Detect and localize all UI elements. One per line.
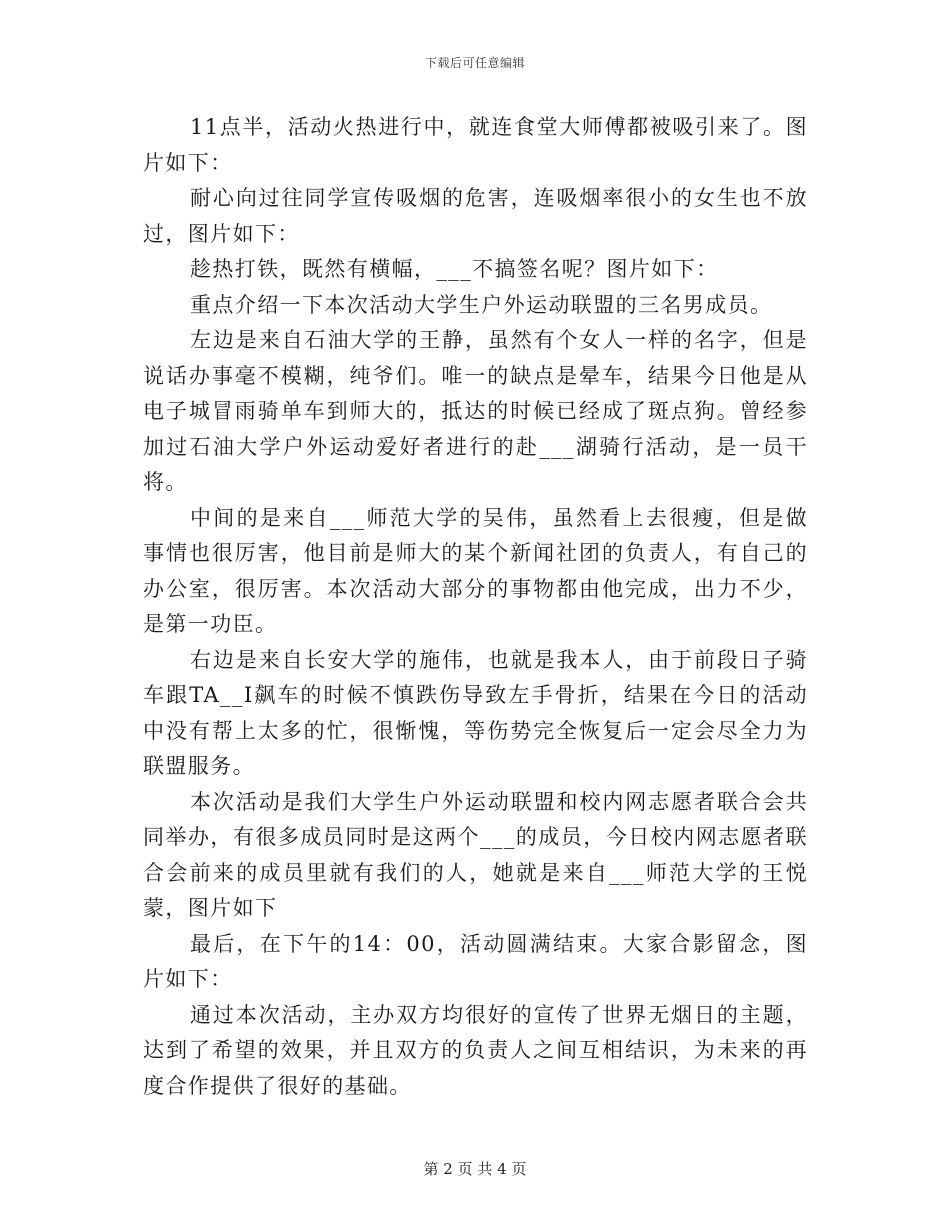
paragraph-7: 右边是来自长安大学的施伟，也就是我本人，由于前段日子骑车跟TA__I飙车的时候不慎跌伤导致左手骨折，结果在今日的活动中没有帮上太多的忙，很惭愧，等伤势完全恢复后一定会尽全力为联盟服务。 (143, 647, 808, 778)
document-body (143, 110, 808, 1104)
page-number: 第 2 页 共 4 页 (423, 1160, 527, 1178)
paragraph-5: 左边是来自石油大学的王静，虽然有个女人一样的名字，但是说话办事毫不模糊，纯爷们。唯一的缺点是晕车，结果今日他是从电子城冒雨骑单车到师大的，抵达的时候已经成了斑点狗。曾经参加过石油大学户外运动爱好者进行的赴___湖骑行活动，是一员干将。 (143, 328, 808, 494)
paragraph-6: 中间的是来自___师范大学的吴伟，虽然看上去很瘦，但是做事情也很厉害，他目前是师大的某个新闻社团的负责人，有自己的办公室，很厉害。本次活动大部分的事物都由他完成，出力不少，是第一功臣。 (143, 505, 808, 636)
paragraph-3: 趁热打铁，既然有横幅，___不搞签名呢？图片如下： (190, 257, 719, 281)
paragraph-2: 耐心向过往同学宣传吸烟的危害，连吸烟率很小的女生也不放过，图片如下： (143, 186, 808, 246)
page-header: 下载后可任意编辑 (424, 56, 525, 70)
paragraph-4: 重点介绍一下本次活动大学生户外运动联盟的三名男成员。 (190, 292, 773, 317)
paragraph-10: 通过本次活动，主办双方均很好的宣传了世界无烟日的主题，达到了希望的效果，并且双方的负责人之间互相结识，为未来的再度合作提供了很好的基础。 (143, 1002, 808, 1098)
paragraph-9: 最后，在下午的14：00，活动圆满结束。大家合影留念，图片如下： (143, 931, 808, 991)
paragraph-1: 11点半，活动火热进行中，就连食堂大师傅都被吸引来了。图片如下： (143, 115, 808, 175)
paragraph-8: 本次活动是我们大学生户外运动联盟和校内网志愿者联合会共同举办，有很多成员同时是这两个___的成员，今日校内网志愿者联合会前来的成员里就有我们的人，她就是来自___师范大学的王悦蒙，图片如下 (143, 789, 808, 920)
